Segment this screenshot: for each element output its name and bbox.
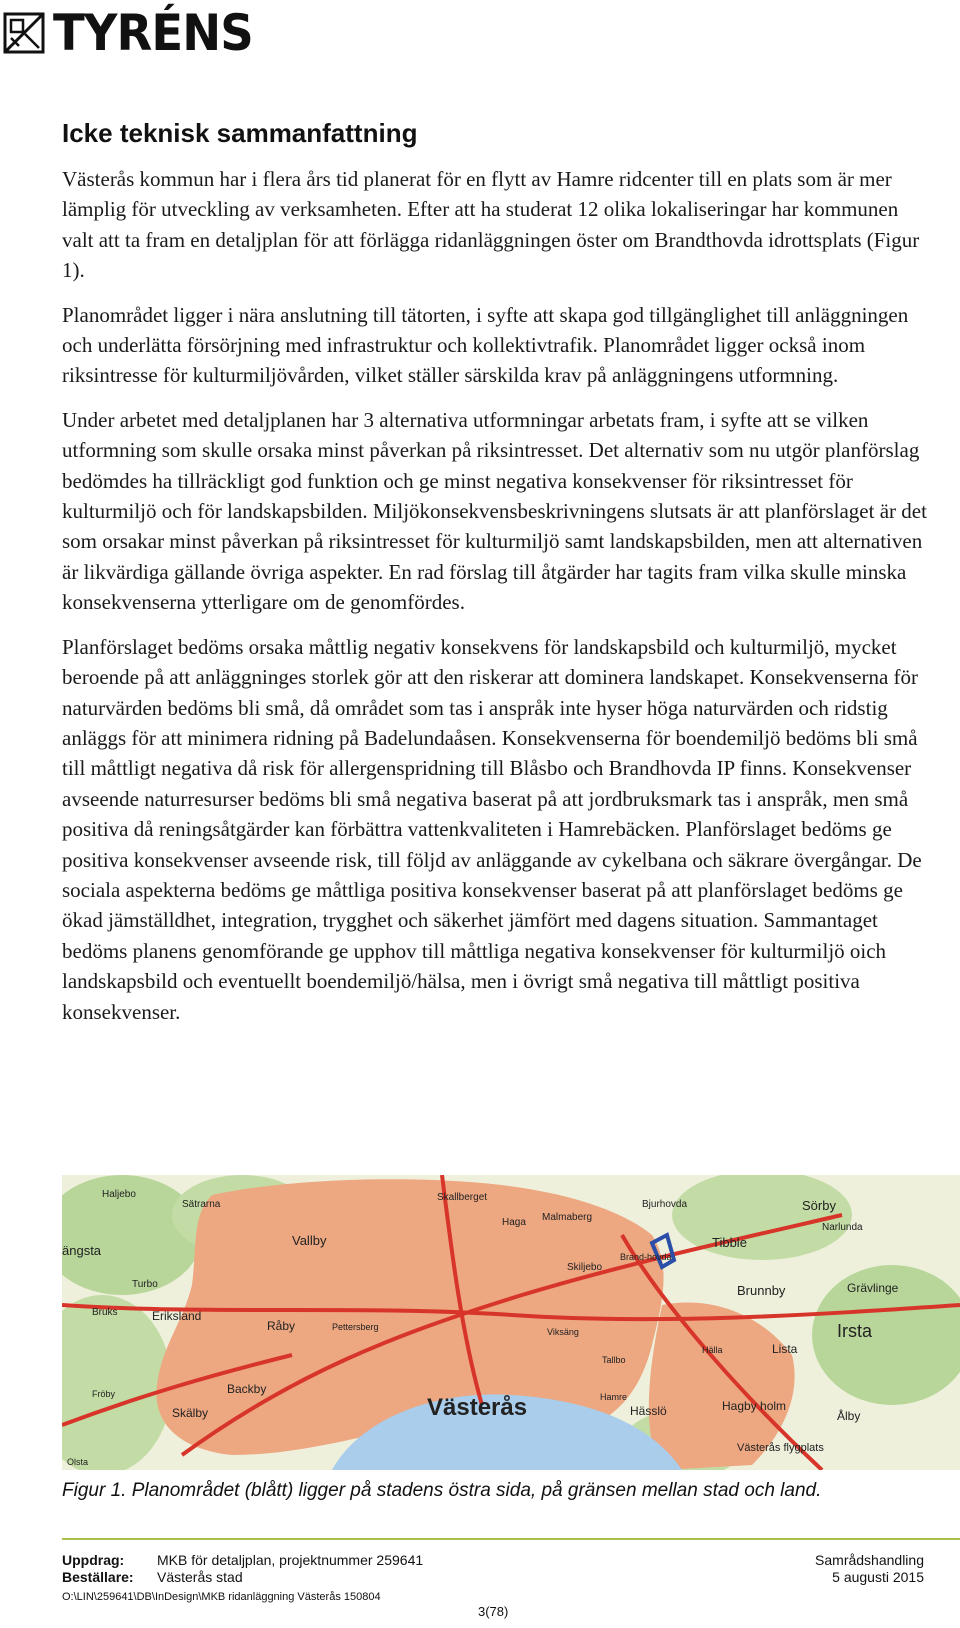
map-label: Backby [227, 1382, 267, 1396]
map-label: Viksäng [547, 1327, 579, 1337]
map-label: Malmaberg [542, 1212, 593, 1223]
footer-label: Beställare: [62, 1569, 134, 1585]
map-label: Olsta [67, 1457, 89, 1467]
company-logo [3, 4, 268, 62]
logo-mark-icon [3, 12, 45, 54]
map-label: Irsta [837, 1321, 873, 1341]
map-label: Tibble [712, 1235, 747, 1250]
map-label: ängsta [62, 1243, 102, 1258]
map-label: Vallby [292, 1233, 327, 1248]
footer-label: Uppdrag: [62, 1552, 125, 1568]
footer-uppdrag [62, 1552, 423, 1568]
map-label: Västerås flygplats [737, 1442, 824, 1454]
paragraph: Västerås kommun har i flera års tid planerat för en flytt av Hamre ridcenter till en plats som är mer lämplig för utveckling av verksamheten. Efter att ha studerat 12 olika lokaliseringar har kommunen valt att ta fram en detaljplan för att förlägga ridanläggningen öster om Brandthovda idrottsplats (Figur 1). [62, 167, 920, 283]
map-graphic [62, 1175, 960, 1470]
paragraph: Planförslaget bedöms orsaka måttlig negativ konsekvens för landskapsbild och kulturmiljö, mycket beroende på att anläggninges storlek gör att den riskerar att dominera landskapet. Konsekvenserna för naturvärden bedöms bli små, då området som tas i anspråk inte hyser höga naturvärden och ridstig anläggs för att minimera ridning på Badelundaåsen. Konsekvenserna för boendemiljö bedöms bli små till måttligt negativa då risk för allergenspridning till Blåsbo och Brandhovda IP finns. Konsekvenser avseende naturresurser bedöms bli små negativa baserat på att jordbruksmark tas i anspråk, men små positiva då reningsåtgärder kan förbättra vattenkvaliteten i Hamrebäcken. Planförslaget bedöms ge positiva konsekvenser avseende risk, till följd av anläggande av cykelbana och säkrare övergångar. De sociala aspekterna bedöms ge måttliga positiva konsekvenser baserat på att planförslaget bedöms ge ökad jämställdhet, integration, trygghet och säkerhet jämfört med dagens situation. Sammantaget bedöms planens genomförande ge upphov till måttliga negativa konsekvenser för kulturmiljö oich landskapsbild och eventuellt boendemiljö/hälsa, men i övrigt små negativa till måttligt positiva konsekvenser. [62, 634, 922, 1024]
map-label: Brand-hovda [620, 1252, 672, 1262]
map-label: Råby [267, 1319, 296, 1333]
map-label: Bruks [92, 1307, 118, 1318]
footer-value: Västerås stad [157, 1569, 243, 1585]
map-label: Fröby [92, 1389, 116, 1399]
logo-text: TYRÉNS [53, 4, 253, 62]
map-label: Bjurhovda [642, 1199, 688, 1210]
page-number: 3(78) [478, 1604, 509, 1619]
footer-date: 5 augusti 2015 [832, 1569, 924, 1585]
map-label: Pettersberg [332, 1322, 379, 1332]
map-label: Skallberget [437, 1192, 488, 1203]
footer-divider [62, 1538, 960, 1540]
map-label: Eriksland [152, 1309, 202, 1323]
map-label: Skälby [172, 1406, 209, 1420]
footer-status: Samrådshandling [815, 1552, 924, 1568]
map-label: Ålby [837, 1409, 861, 1423]
map-label: Hamre [600, 1392, 628, 1402]
footer-bestallare [62, 1569, 243, 1585]
map-label: Hagby holm [722, 1399, 787, 1413]
map-label: Haga [502, 1217, 526, 1228]
map-label: Sätrarna [182, 1199, 221, 1210]
map-city-label: Västerås [427, 1394, 528, 1421]
map-label: Brunnby [737, 1283, 786, 1298]
footer-value: MKB för detaljplan, projektnummer 259641 [157, 1552, 424, 1568]
map-label: Narlunda [822, 1222, 863, 1233]
map-label: Grävlinge [847, 1281, 899, 1295]
paragraph: Planområdet ligger i nära anslutning till tätorten, i syfte att skapa god tillgänglighet till anläggningen och underlätta försörjning med infrastruktur och kollektivtrafik. Planområdet ligger också inom riksintresse för kulturmiljövården, vilket ställer särskilda krav på anläggningens utformning. [62, 302, 909, 388]
section-heading: Icke teknisk sammanfattning [62, 118, 418, 148]
body-text [62, 164, 934, 1041]
map-label: Tallbo [602, 1355, 626, 1365]
map-label: Turbo [132, 1279, 158, 1290]
footer-file-path: O:\LIN\259641\DB\InDesign\MKB ridanläggning Västerås 150804 [62, 1591, 381, 1603]
figure-caption: Figur 1. Planområdet (blått) ligger på stadens östra sida, på gränsen mellan stad och land. [62, 1480, 822, 1501]
map-label: Skiljebo [567, 1262, 603, 1273]
map-label: Haljebo [102, 1189, 136, 1200]
map-label: Sörby [802, 1198, 836, 1213]
map-label: Hässlö [630, 1404, 667, 1418]
paragraph: Under arbetet med detaljplanen har 3 alternativa utformningar arbetats fram, i syfte att se vilken utformning som skulle orsaka minst påverkan på riksintresset. Det alternativ som nu utgör planförslag bedömdes ha tillräckligt god funktion och ge minst negativa konsekvenser för riksintresset för kulturmiljö och för landskapsbilden. Miljökonsekvensbeskrivningens slutsats är att planförslaget är det som orsakar minst påverkan på riksintresset för kulturmiljö samt landskapsbilden, men att alternativen är likvärdiga gällande övriga aspekter. En rad förslag till åtgärder har tagits fram vilka skulle minska konsekvenserna ytterligare om de genomfördes. [62, 407, 927, 615]
map-label: Hälla [702, 1345, 723, 1355]
map-label: Lista [772, 1342, 798, 1356]
figure-map [62, 1175, 960, 1470]
